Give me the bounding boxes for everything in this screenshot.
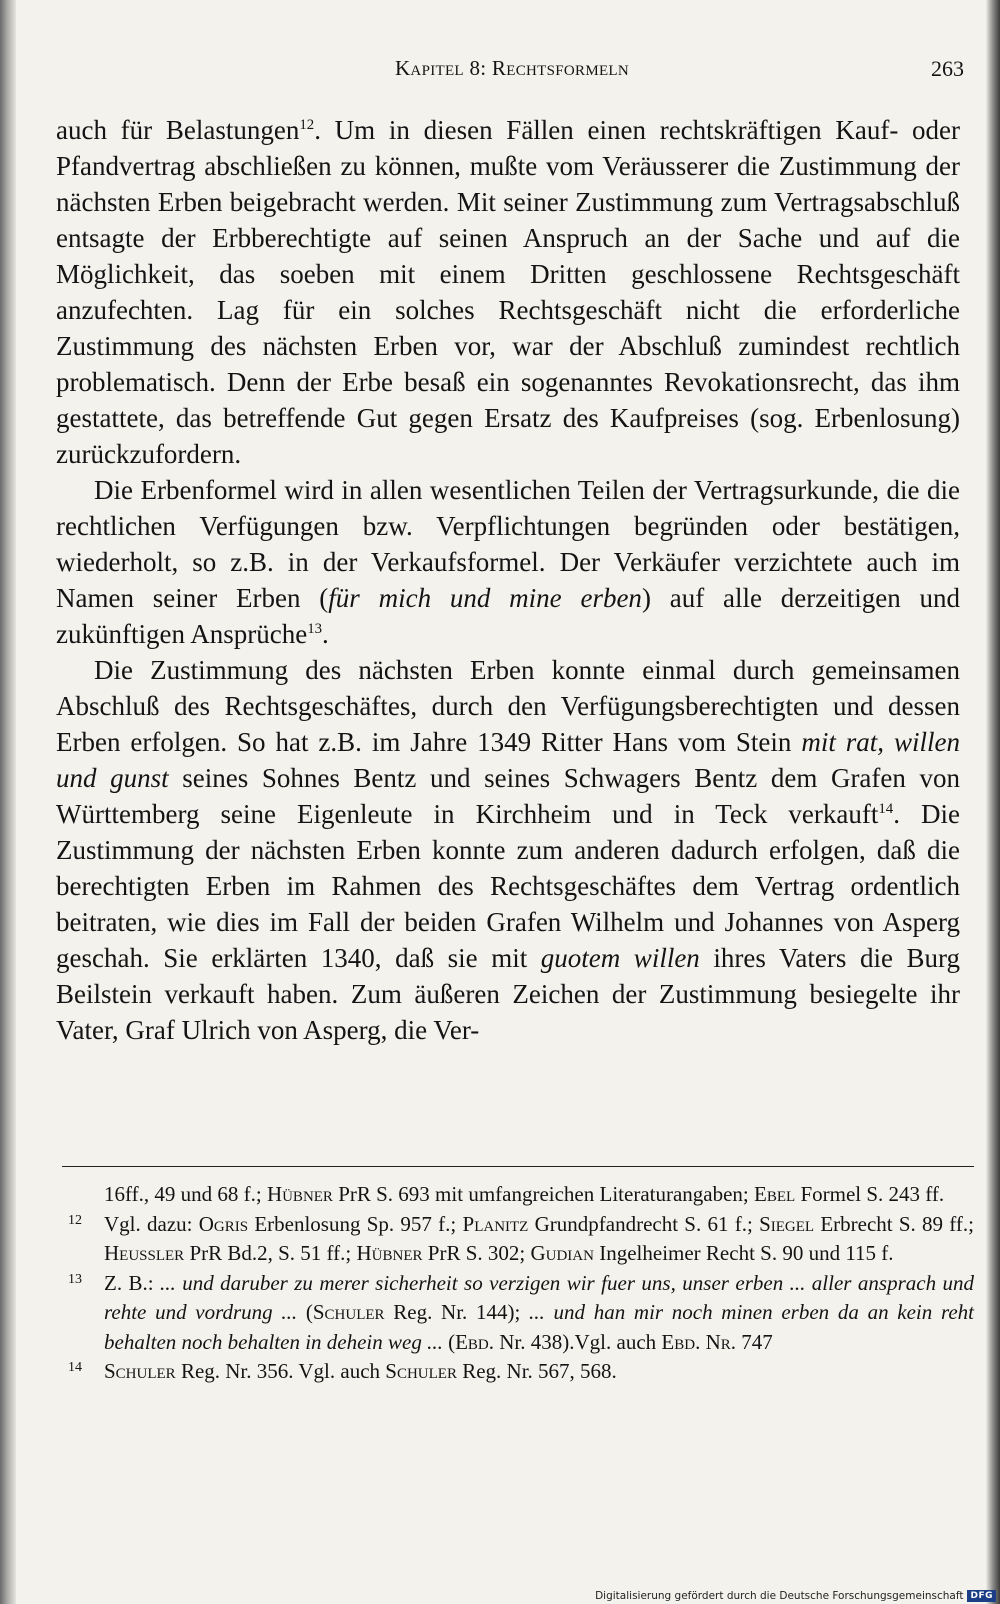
text-run: seines Sohnes Bentz und seines Schwagers Bentz dem Grafen von Württemberg seine Eigenleute in Kirchheim und in Teck verkauft bbox=[56, 763, 960, 829]
author-name: Ebd. Nr bbox=[661, 1329, 731, 1354]
footnotes bbox=[62, 1180, 974, 1387]
text-run: auch für Belastungen bbox=[56, 115, 300, 145]
text-run: Z. B.: bbox=[104, 1270, 161, 1295]
text-run: Reg. Nr. 567, 568. bbox=[456, 1359, 617, 1383]
page-edge-right bbox=[986, 0, 1000, 1604]
paragraph bbox=[56, 472, 960, 652]
author-name: Hübner bbox=[356, 1241, 423, 1265]
text-run: . Die Zustimmung der nächsten Erben konnte zum anderen dadurch erfolgen, daß die berechtigten Erben im Rahmen des Rechtsgeschäftes dem Vertrag ordentlich beitraten, wie dies im Fall der beiden Grafen Wilhelm und Johannes von Asperg geschah. Sie erklärten 1340, daß sie mit bbox=[56, 799, 960, 973]
footnote-ref: 13 bbox=[307, 621, 323, 637]
author-name: Ebd bbox=[455, 1329, 489, 1354]
text-run: Reg. Nr. 144); bbox=[384, 1300, 530, 1324]
text-run: Die Zustimmung des nächsten Erben konnte einmal durch gemeinsamen Abschluß des Rechtsgeschäftes, durch den Verfügungsberechtigten und dessen Erben erfolgen. So hat z.B. im Jahre 1349 Ritter Hans vom Stein bbox=[56, 655, 960, 757]
author-name: Heussler bbox=[104, 1241, 185, 1265]
digitization-footer bbox=[595, 1590, 996, 1602]
text-run: . bbox=[322, 619, 329, 649]
paragraph bbox=[56, 652, 960, 1048]
text-run: ( bbox=[442, 1329, 456, 1354]
text-run: Vgl. dazu: bbox=[104, 1211, 199, 1236]
chapter-title: Kapitel 8: Rechtsformeln bbox=[394, 56, 630, 80]
author-name: Planitz bbox=[462, 1211, 529, 1236]
text-run: PrR S. 693 mit umfangreichen Literaturangaben; bbox=[332, 1182, 755, 1206]
footer-text: Digitalisierung gefördert durch die Deutsche Forschungsgemeinschaft bbox=[595, 1590, 964, 1602]
footnote-number: 14 bbox=[68, 1360, 82, 1375]
page-number: 263 bbox=[931, 56, 964, 81]
author-name: Gudian bbox=[530, 1241, 594, 1265]
italic-text: mit rat, willen und gunst bbox=[56, 727, 960, 793]
text-run: Formel S. 243 ff. bbox=[795, 1182, 945, 1206]
text-run: PrR S. 302; bbox=[422, 1241, 531, 1265]
author-name: Ebel bbox=[754, 1182, 796, 1206]
text-run: Erbenlosung Sp. 957 f.; bbox=[248, 1211, 463, 1236]
text-run: . 747 bbox=[730, 1329, 773, 1354]
text-run: ihres Vaters die Burg Beilstein verkauft haben. Zum äußeren Zeichen der Zustimmung besiegelte ihr Vater, Graf Ulrich von Asperg, die Ver- bbox=[56, 943, 960, 1045]
author-name: Schuler bbox=[104, 1359, 176, 1383]
italic-text: ... und daruber zu merer sicherheit so verzigen wir fuer uns, unser erben ... aller ansprach und rehte und vordrung ... bbox=[104, 1270, 975, 1324]
text-run: Erbrecht S. 89 ff.; bbox=[814, 1211, 974, 1236]
text-run: . Nr. 438).Vgl. auch bbox=[488, 1329, 662, 1354]
text-run: PrR Bd.2, S. 51 ff.; bbox=[184, 1241, 357, 1265]
footnote-number: 12 bbox=[68, 1212, 82, 1228]
author-name: Schuler bbox=[385, 1359, 457, 1383]
italic-text: ... und han mir noch minen erben da an kein reht behalten noch behalten in dehein weg ... bbox=[104, 1300, 975, 1354]
author-name: Siegel bbox=[759, 1211, 815, 1236]
footnote-number: 13 bbox=[68, 1271, 82, 1287]
author-name: Schuler bbox=[312, 1300, 385, 1324]
text-run: Grundpfandrecht S. 61 f.; bbox=[528, 1211, 760, 1236]
footnote-ref: 12 bbox=[299, 117, 315, 133]
footnote bbox=[62, 1357, 974, 1387]
text-run: . Um in diesen Fällen einen rechtskräftigen Kauf- oder Pfandvertrag abschließen zu können, mußte vom Veräusserer die Zustimmung der nächsten Erben beigebracht werden. Mit seiner Zustimmung zum Vertragsabschluß entsagte der Erbberechtigte auf seinen Anspruch an der Sache und auf die Möglichkeit, das soeben mit einem Dritten geschlossene Rechtsgeschäft anzufechten. Lag für ein solches Rechtsgeschäft nicht die erforderliche Zustimmung des nächsten Erben vor, war der Abschluß zumindest rechtlich problematisch. Denn der Erbe besaß ein sogenanntes Revokationsrecht, das ihm gestattete, das betreffende Gut gegen Ersatz des Kaufpreises (sog. Erbenlosung) zurückzufordern. bbox=[56, 115, 960, 469]
footnote bbox=[62, 1269, 974, 1358]
text-run: Die Erbenformel wird in allen wesentlichen Teilen der Vertragsurkunde, die die rechtlichen Verfügungen bzw. Verpflichtungen begründen oder bestätigen, wiederholt, so z.B. in der Verkaufsformel. Der Verkäufer verzichtete auch im Namen seiner Erben ( bbox=[56, 475, 960, 613]
footnote-ref: 14 bbox=[878, 801, 894, 817]
paragraph bbox=[56, 112, 960, 472]
footnote bbox=[62, 1210, 974, 1269]
text-run: Ingelheimer Recht S. 90 und 115 f. bbox=[593, 1241, 894, 1265]
footnote-separator bbox=[62, 1166, 974, 1167]
main-text bbox=[56, 112, 960, 1048]
author-name: Hübner bbox=[266, 1182, 333, 1206]
running-header bbox=[60, 56, 964, 88]
text-run: ) auf alle derzeitigen und zukünftigen Ansprüche bbox=[56, 583, 960, 649]
italic-text: guotem willen bbox=[540, 943, 700, 973]
dfg-logo-icon: DFG bbox=[967, 1590, 996, 1602]
author-name: Ogris bbox=[198, 1211, 249, 1236]
page-edge-left bbox=[0, 0, 16, 1604]
italic-text: für mich und mine erben bbox=[328, 583, 642, 613]
text-run: ( bbox=[297, 1300, 313, 1324]
footnote bbox=[62, 1180, 974, 1210]
text-run: Reg. Nr. 356. Vgl. auch bbox=[175, 1359, 386, 1383]
text-run: 16ff., 49 und 68 f.; bbox=[104, 1182, 267, 1206]
